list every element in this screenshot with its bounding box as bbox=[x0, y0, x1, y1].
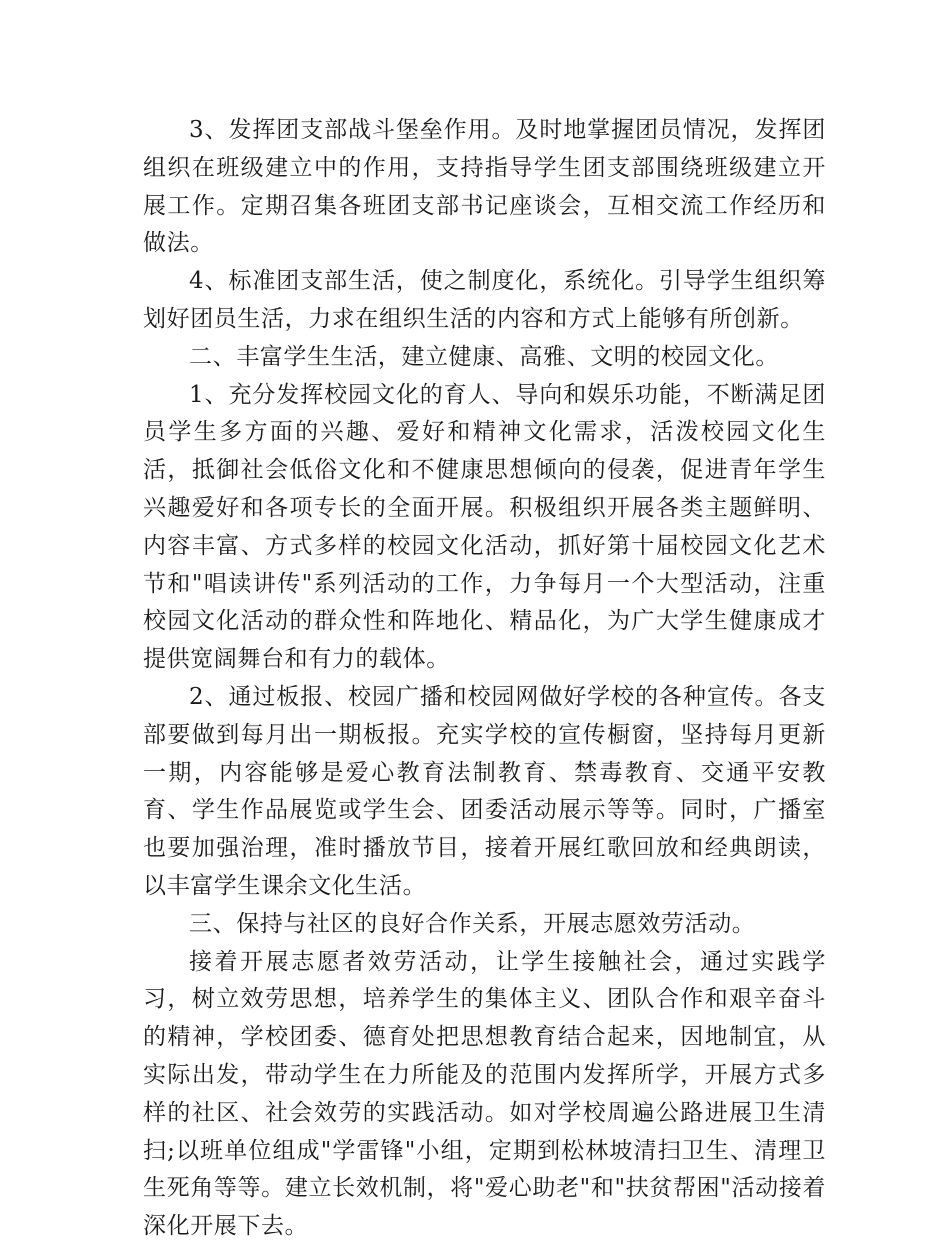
document-body bbox=[143, 112, 826, 1246]
paragraph-item-2-publicity: 2、通过板报、校园广播和校园网做好学校的各种宣传。各支部要做到每月出一期板报。充实学校的宣传橱窗，坚持每月更新一期，内容能够是爱心教育法制教育、禁毒教育、交通平安教育、学生作品展览或学生会、团委活动展示等等。同时，广播室也要加强治理，准时播放节目，接着开展红歌回放和经典朗读，以丰富学生课余文化生活。 bbox=[143, 683, 826, 899]
paragraph-item-1-campus-culture: 1、充分发挥校园文化的育人、导向和娱乐功能，不断满足团员学生多方面的兴趣、爱好和精神文化需求，活泼校园文化生活，抵御社会低俗文化和不健康思想倾向的侵袭，促进青年学生兴趣爱好和各项专长的全面开展。积极组织开展各类主题鲜明、内容丰富、方式多样的校园文化活动，抓好第十届校园文化艺术节和"唱读讲传"系列活动的工作，力争每月一个大型活动，注重校园文化活动的群众性和阵地化、精品化，为广大学生健康成才提供宽阔舞台和有力的载体。 bbox=[143, 381, 826, 673]
paragraph-volunteer-service: 接着开展志愿者效劳活动，让学生接触社会，通过实践学习，树立效劳思想，培养学生的集体主义、团队合作和艰辛奋斗的精神，学校团委、德育处把思想教育结合起来，因地制宜，从实际出发，带动学生在力所能及的范围内发挥所学，开展方式多样的社区、社会效劳的实践活动。如对学校周遍公路进展卫生清扫;以班单位组成"学雷锋"小组，定期到松林坡清扫卫生、清理卫生死角等等。建立长效机制，将"爱心助老"和"扶贫帮困"活动接着深化开展下去。 bbox=[143, 948, 826, 1240]
paragraph-item-4-team-life: 4、标准团支部生活，使之制度化，系统化。引导学生组织筹划好团员生活，力求在组织生活的内容和方式上能够有所创新。 bbox=[143, 268, 826, 332]
section-heading-campus-culture: 二、丰富学生生活，建立健康、高雅、文明的校园文化。 bbox=[189, 343, 779, 370]
paragraph-item-3-team-branch: 3、发挥团支部战斗堡垒作用。及时地掌握团员情况，发挥团组织在班级建立中的作用，支持指导学生团支部围绕班级建立开展工作。定期召集各班团支部书记座谈会，互相交流工作经历和做法。 bbox=[143, 117, 826, 257]
section-heading-community: 三、保持与社区的良好合作关系，开展志愿效劳活动。 bbox=[189, 910, 756, 937]
